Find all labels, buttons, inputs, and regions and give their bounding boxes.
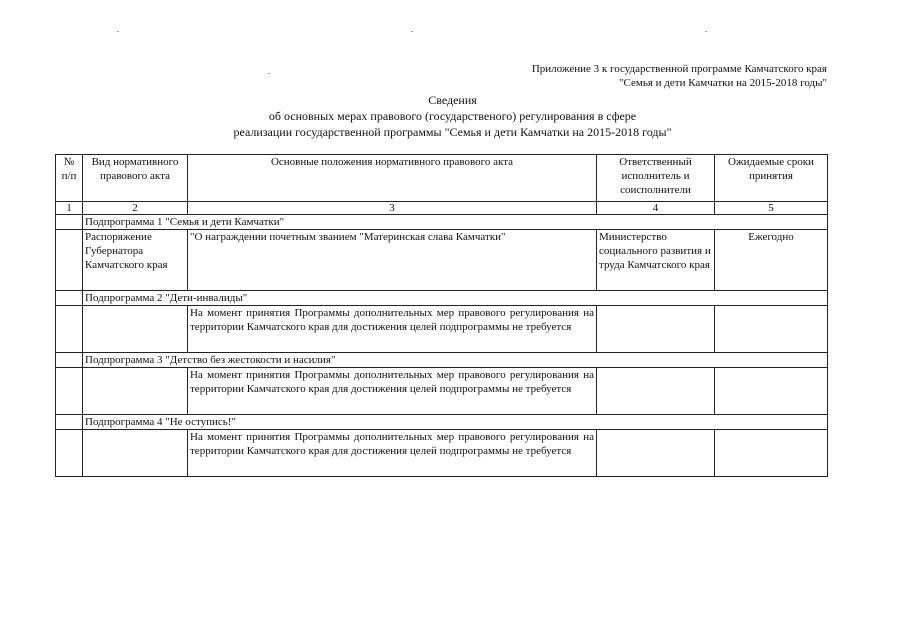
title-line-3: реализации государственной программы "Семья и дети Камчатки на 2015-2018 годы" (233, 125, 672, 139)
header-responsible: Ответственный исполнитель и соисполнители (597, 155, 715, 202)
subprogram-title: Подпрограмма 1 "Семья и дети Камчатки" (83, 215, 828, 230)
cell-provisions: "О награждении почетным званием "Материнская слава Камчатки" (188, 230, 597, 291)
cell-provisions: На момент принятия Программы дополнительных мер правового регулирования на территории Камчатского края для достижения целей подпрограммы не требуется (188, 368, 597, 415)
appendix-line-1: Приложение 3 к государственной программе Камчатского края (531, 63, 827, 75)
col-number: 4 (597, 202, 715, 215)
title-line-2: об основных мерах правового (государственого) регулирования в сфере (268, 109, 637, 123)
cell-terms: Ежегодно (715, 230, 828, 291)
subprogram-title: Подпрограмма 4 "Не оступись!" (83, 415, 828, 430)
scan-speck (268, 73, 270, 74)
cell-num (56, 430, 83, 477)
cell-responsible: Министерство социального развития и труда Камчатского края (597, 230, 715, 291)
cell-kind (83, 368, 188, 415)
col-number: 1 (56, 202, 83, 215)
subprogram-num-cell (56, 415, 83, 430)
cell-responsible (597, 430, 715, 477)
cell-kind (83, 306, 188, 353)
cell-terms (715, 430, 828, 477)
header-kind: Вид нормативного правового акта (83, 155, 188, 202)
subprogram-title-row (56, 291, 828, 306)
scan-speck (117, 31, 119, 32)
header-terms: Ожидаемые сроки принятия (715, 155, 828, 202)
col-number: 5 (715, 202, 828, 215)
subprogram-num-cell (56, 353, 83, 368)
col-number: 3 (188, 202, 597, 215)
cell-responsible (597, 368, 715, 415)
col-number: 2 (83, 202, 188, 215)
measures-table (55, 154, 828, 477)
cell-num (56, 368, 83, 415)
appendix-header (347, 62, 827, 90)
cell-kind: Распоряжение Губернатора Камчатского края (83, 230, 188, 291)
cell-kind (83, 430, 188, 477)
header-num: № п/п (56, 155, 83, 202)
cell-terms (715, 368, 828, 415)
cell-num (56, 230, 83, 291)
scan-speck (411, 31, 413, 32)
subprogram-num-cell (56, 215, 83, 230)
title-line-1: Сведения (428, 93, 477, 107)
subprogram-num-cell (56, 291, 83, 306)
subprogram-title-row (56, 415, 828, 430)
subprogram-title-row (56, 353, 828, 368)
cell-terms (715, 306, 828, 353)
table-row (56, 306, 828, 353)
table-row (56, 230, 828, 291)
table-header-row (56, 155, 828, 202)
document-title (0, 92, 905, 140)
column-number-row (56, 202, 828, 215)
table-row (56, 430, 828, 477)
subprogram-title-row (56, 215, 828, 230)
cell-num (56, 306, 83, 353)
cell-provisions: На момент принятия Программы дополнительных мер правового регулирования на территории Камчатского края для достижения целей подпрограммы не требуется (188, 306, 597, 353)
subprogram-title: Подпрограмма 3 "Детство без жестокости и насилия" (83, 353, 828, 368)
scan-speck (705, 31, 707, 32)
subprogram-title: Подпрограмма 2 "Дети-инвалиды" (83, 291, 828, 306)
cell-responsible (597, 306, 715, 353)
table-row (56, 368, 828, 415)
appendix-line-2: "Семья и дети Камчатки на 2015-2018 годы" (619, 77, 827, 89)
cell-provisions: На момент принятия Программы дополнительных мер правового регулирования на территории Камчатского края для достижения целей подпрограммы не требуется (188, 430, 597, 477)
header-provisions: Основные положения нормативного правового акта (188, 155, 597, 202)
